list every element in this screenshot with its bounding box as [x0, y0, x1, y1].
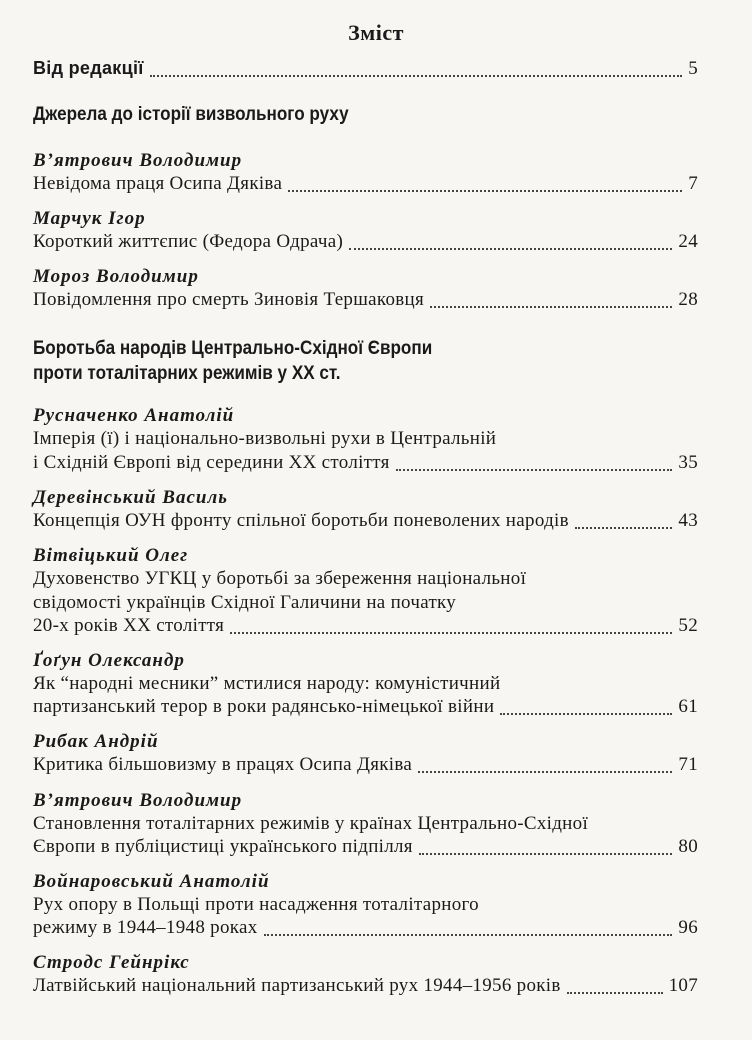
toc-entry-title: Невідома праця Осипа Дяківа	[33, 173, 283, 194]
toc-author: Марчук Ігор	[33, 208, 146, 229]
toc-entry[interactable]	[33, 615, 698, 639]
dot-leader	[500, 713, 672, 715]
dot-leader	[430, 306, 672, 308]
toc-entry-title: режиму в 1944–1948 роках	[33, 917, 258, 938]
toc-author: Стродс Гейнрікс	[33, 952, 190, 973]
toc-entry-title: Повідомлення про смерть Зиновія Тершаковця	[33, 289, 425, 310]
page-number: 61	[678, 696, 698, 717]
toc-entry[interactable]	[33, 231, 698, 255]
toc-entry[interactable]	[33, 510, 698, 534]
dot-leader	[230, 632, 672, 634]
toc-entry[interactable]	[33, 975, 698, 999]
section-heading-2	[33, 336, 609, 386]
page-number: 7	[688, 173, 698, 194]
toc-entry[interactable]	[33, 452, 698, 476]
toc-entry-intro[interactable]	[33, 58, 698, 82]
toc-entry[interactable]	[33, 836, 698, 860]
toc-entry-title: Короткий життєпис (Федора Одрача)	[33, 231, 344, 252]
page-number: 28	[678, 289, 698, 310]
toc-entry[interactable]	[33, 917, 698, 941]
page-number: 52	[678, 615, 698, 636]
toc-author: Войнаровський Анатолій	[33, 871, 270, 892]
page-number: 5	[688, 58, 698, 79]
toc-entry-line: Становлення тоталітарних режимів у країнах Центрально-Східної	[33, 813, 589, 834]
page-number: 107	[668, 975, 698, 996]
dot-leader	[575, 527, 673, 529]
page-number: 35	[678, 452, 698, 473]
page-number: 96	[678, 917, 698, 938]
toc-entry-line: Імперія (ї) і національно-визвольні рухи в Центральній	[33, 428, 497, 449]
toc-author: В’ятрович Володимир	[33, 790, 243, 811]
toc-entry-title: Від редакції	[33, 58, 144, 78]
toc-entry[interactable]	[33, 173, 698, 197]
toc-entry-line: Рух опору в Польщі проти насадження тоталітарного	[33, 894, 479, 915]
toc-entry-line: Як “народні месники” мстилися народу: комуністичний	[33, 673, 501, 694]
section-heading-line: Боротьба народів Центрально-Східної Європи	[33, 338, 433, 359]
dot-leader	[288, 190, 682, 192]
page-number: 43	[678, 510, 698, 531]
dot-leader	[396, 469, 673, 471]
toc-entry-line: свідомості українців Східної Галичини на початку	[33, 592, 457, 613]
toc-author: Рибак Андрій	[33, 731, 159, 752]
dot-leader	[419, 853, 673, 855]
page-number: 71	[678, 754, 698, 775]
toc-entry-title: Європи в публіцистиці українського підпілля	[33, 836, 413, 857]
toc-entry[interactable]	[33, 696, 698, 720]
page-number: 80	[678, 836, 698, 857]
toc-entry-title: 20-х років ХХ століття	[33, 615, 225, 636]
page-number: 24	[678, 231, 698, 252]
toc-author: В’ятрович Володимир	[33, 150, 243, 171]
section-heading-line: проти тоталітарних режимів у ХХ ст.	[33, 363, 341, 384]
dot-leader	[150, 75, 683, 77]
dot-leader	[567, 992, 663, 994]
toc-entry-title: Латвійський національний партизанський рух 1944–1956 років	[33, 975, 561, 996]
toc-author: Русначенко Анатолій	[33, 405, 235, 426]
section-heading-1: Джерела до історії визвольного руху	[33, 104, 349, 125]
dot-leader	[349, 248, 672, 250]
toc-entry-title: і Східній Європі від середини ХХ століття	[33, 452, 390, 473]
toc-author: Вітвіцький Олег	[33, 545, 189, 566]
toc-author: Ґоґун Олександр	[33, 650, 185, 671]
toc-entry-title: партизанський терор в роки радянсько-німецької війни	[33, 696, 495, 717]
dot-leader	[264, 934, 673, 936]
toc-entry-title: Критика більшовизму в працях Осипа Дяківа	[33, 754, 413, 775]
toc-entry[interactable]	[33, 289, 698, 313]
toc-author: Деревінський Василь	[33, 487, 228, 508]
toc-author: Мороз Володимир	[33, 266, 199, 287]
toc-entry-title: Концепція ОУН фронту спільної боротьби поневолених народів	[33, 510, 569, 531]
page-title: Зміст	[348, 20, 404, 45]
toc-entry[interactable]	[33, 754, 698, 778]
toc-entry-line: Духовенство УГКЦ у боротьбі за збереження національної	[33, 568, 527, 589]
dot-leader	[418, 771, 672, 773]
